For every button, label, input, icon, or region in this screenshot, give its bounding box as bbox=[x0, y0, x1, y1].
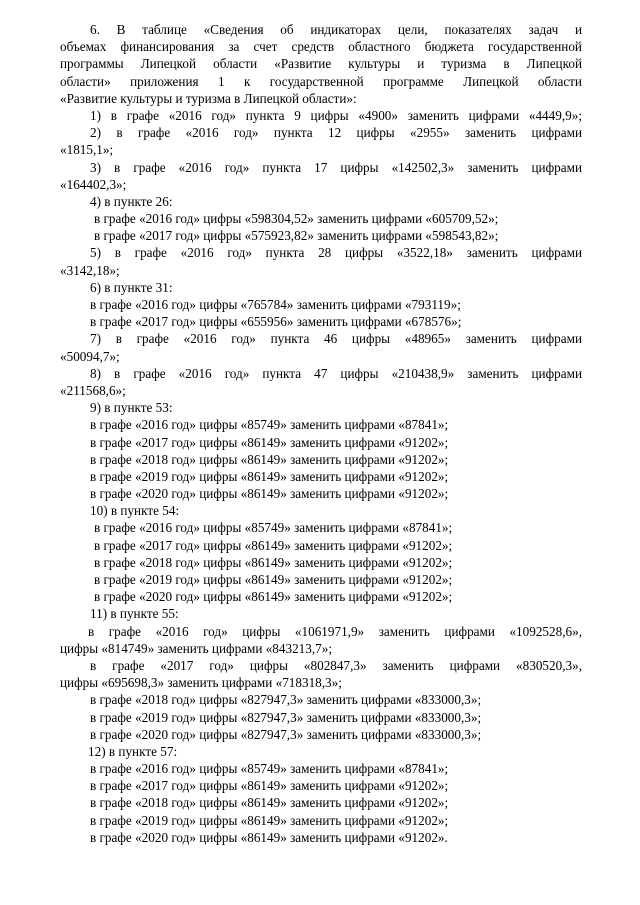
paragraph-line: 5) в графе «2016 год» пункта 28 цифры «3522,18» заменить цифрами bbox=[90, 245, 582, 261]
paragraph-line: в графе «2016 год» цифры «85749» заменить цифрами «87841»; bbox=[94, 520, 453, 536]
paragraph-line: в графе «2016 год» цифры «598304,52» заменить цифрами «605709,52»; bbox=[94, 211, 499, 227]
paragraph-line: в графе «2019 год» цифры «86149» заменить цифрами «91202»; bbox=[94, 572, 453, 587]
paragraph-line: в графе «2017 год» цифры «86149» заменить цифрами «91202»; bbox=[90, 434, 449, 450]
document-page bbox=[60, 21, 582, 846]
paragraph-line: области» приложения 1 к государственной программе Липецкой области bbox=[60, 73, 582, 89]
paragraph-line: цифры «814749» заменить цифрами «843213,7»; bbox=[60, 640, 333, 656]
paragraph-line: в графе «2017 год» цифры «86149» заменить цифрами «91202»; bbox=[94, 537, 453, 553]
paragraph-line: 4) в пункте 26: bbox=[90, 193, 173, 209]
paragraph-line: 6. В таблице «Сведения об индикаторах цели, показателях задач и bbox=[90, 22, 582, 37]
paragraph-line: 3) в графе «2016 год» пункта 17 цифры «142502,3» заменить цифрами bbox=[90, 159, 582, 175]
paragraph-line: в графе «2016 год» цифры «85749» заменить цифрами «87841»; bbox=[90, 761, 449, 777]
paragraph-line: в графе «2020 год» цифры «827947,3» заменить цифрами «833000,3»; bbox=[90, 726, 482, 742]
paragraph-line: в графе «2017 год» цифры «575923,82» заменить цифрами «598543,82»; bbox=[94, 228, 499, 244]
paragraph-line: в графе «2018 год» цифры «86149» заменить цифрами «91202»; bbox=[90, 795, 449, 811]
paragraph-line: 6) в пункте 31: bbox=[90, 279, 173, 295]
paragraph-line: в графе «2016 год» цифры «85749» заменить цифрами «87841»; bbox=[90, 417, 449, 433]
paragraph-line: 9) в пункте 53: bbox=[90, 400, 173, 416]
paragraph-line: «211568,6»; bbox=[60, 382, 126, 398]
paragraph-line: «1815,1»; bbox=[60, 142, 114, 158]
paragraph-line: в графе «2019 год» цифры «827947,3» заменить цифрами «833000,3»; bbox=[90, 709, 482, 725]
paragraph-line: в графе «2018 год» цифры «86149» заменить цифрами «91202»; bbox=[94, 554, 453, 570]
paragraph-line: в графе «2018 год» цифры «827947,3» заменить цифрами «833000,3»; bbox=[90, 692, 482, 708]
paragraph-line: программы Липецкой области «Развитие культуры и туризма в Липецкой bbox=[60, 56, 582, 72]
paragraph-line: 2) в графе «2016 год» пункта 12 цифры «2955» заменить цифрами bbox=[90, 125, 582, 141]
paragraph-line: «164402,3»; bbox=[60, 176, 127, 192]
paragraph-line: цифры «695698,3» заменить цифрами «718318,3»; bbox=[60, 675, 342, 691]
paragraph-line: объемах финансирования за счет средств областного бюджета государственной bbox=[60, 39, 582, 55]
paragraph-line: в графе «2020 год» цифры «86149» заменить цифрами «91202». bbox=[90, 829, 448, 845]
paragraph-line: «50094,7»; bbox=[60, 348, 120, 364]
paragraph-line: в графе «2017 год» цифры «802847,3» заменить цифрами «830520,3», bbox=[90, 657, 582, 673]
paragraph-line: в графе «2019 год» цифры «86149» заменить цифрами «91202»; bbox=[90, 812, 449, 828]
paragraph-line: 1) в графе «2016 год» пункта 9 цифры «4900» заменить цифрами «4449,9»; bbox=[90, 107, 582, 123]
paragraph-line: в графе «2018 год» цифры «86149» заменить цифрами «91202»; bbox=[90, 451, 449, 467]
paragraph-line: 12) в пункте 57: bbox=[88, 743, 178, 759]
paragraph-line: «Развитие культуры и туризма в Липецкой области»: bbox=[60, 90, 357, 106]
paragraph-line: в графе «2017 год» цифры «655956» заменить цифрами «678576»; bbox=[90, 314, 462, 330]
paragraph-line: в графе «2016 год» цифры «1061971,9» заменить цифрами «1092528,6», bbox=[88, 623, 582, 639]
paragraph-line: 7) в графе «2016 год» пункта 46 цифры «48965» заменить цифрами bbox=[90, 331, 582, 347]
paragraph-line: в графе «2020 год» цифры «86149» заменить цифрами «91202»; bbox=[90, 486, 449, 502]
paragraph-line: 11) в пункте 55: bbox=[90, 606, 179, 622]
paragraph-line: 10) в пункте 54: bbox=[90, 503, 180, 519]
paragraph-line: в графе «2020 год» цифры «86149» заменить цифрами «91202»; bbox=[94, 589, 453, 605]
paragraph-line: в графе «2017 год» цифры «86149» заменить цифрами «91202»; bbox=[90, 778, 449, 794]
paragraph-line: «3142,18»; bbox=[60, 262, 120, 278]
paragraph-line: 8) в графе «2016 год» пункта 47 цифры «210438,9» заменить цифрами bbox=[90, 365, 582, 381]
paragraph-line: в графе «2016 год» цифры «765784» заменить цифрами «793119»; bbox=[90, 297, 461, 312]
paragraph-line: в графе «2019 год» цифры «86149» заменить цифрами «91202»; bbox=[90, 468, 449, 484]
